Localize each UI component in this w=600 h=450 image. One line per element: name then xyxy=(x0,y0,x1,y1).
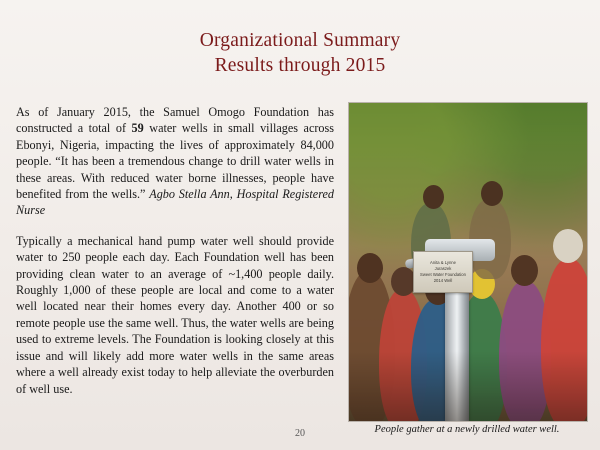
quote-attribution: Agbo Stella Ann, Hospital Registered Nurse xyxy=(16,187,335,218)
slide-title xyxy=(0,28,600,78)
body-text-column xyxy=(16,104,334,397)
paragraph-2: Typically a mechanical hand pump water well should provide water to 250 people each day. Each Foundation well has been providing clean water to an average of ~1,400 people daily. Roughly 1,000 of these people are local and come to a water well located near their homes every day. Another 400 or so remote people use the same well. Thus, the water wells are being used to extreme levels. The Foundation is looking closely at this issue and will likely add more water wells in the same areas where a well already exist today to help alleviate the overburden of well use. xyxy=(16,233,334,396)
plaque-line-4: 2014 Well xyxy=(433,278,453,283)
photo-figure-head xyxy=(357,253,383,283)
plaque-line-3: Sweet Water Foundation xyxy=(420,272,466,277)
title-line-2: Results through 2015 xyxy=(214,55,386,76)
paragraph-1 xyxy=(16,104,334,219)
plaque-line-1: Anita & Lynne xyxy=(430,260,456,265)
well-plaque xyxy=(413,251,473,293)
paragraph-1-part-a: As of January 2015, the Samuel Omogo Foundation has constructed a total of xyxy=(16,105,334,136)
title-line-1: Organizational Summary xyxy=(199,30,401,51)
photo-background xyxy=(349,103,587,421)
photo-figure-head xyxy=(423,185,444,209)
photo-vignette xyxy=(349,351,587,421)
well-count-value: 59 xyxy=(131,121,144,136)
photo-figure-head xyxy=(481,181,503,206)
paragraph-1-part-b: water wells in small villages across Ebonyi, Nigeria, impacting the lives of approximately 84,000 people. “It has been a tremendous change to drill water wells in these areas. With reduced water borne illnesses, people have benefited from the wells.” xyxy=(16,121,334,202)
photo-figure-head xyxy=(511,255,538,286)
photo-figure-head xyxy=(553,229,583,263)
photo-caption: People gather at a newly drilled water well. xyxy=(374,424,560,435)
page-number: 20 xyxy=(295,428,305,439)
well-photo xyxy=(348,102,588,422)
plaque-line-2: Juraszek xyxy=(434,266,452,271)
